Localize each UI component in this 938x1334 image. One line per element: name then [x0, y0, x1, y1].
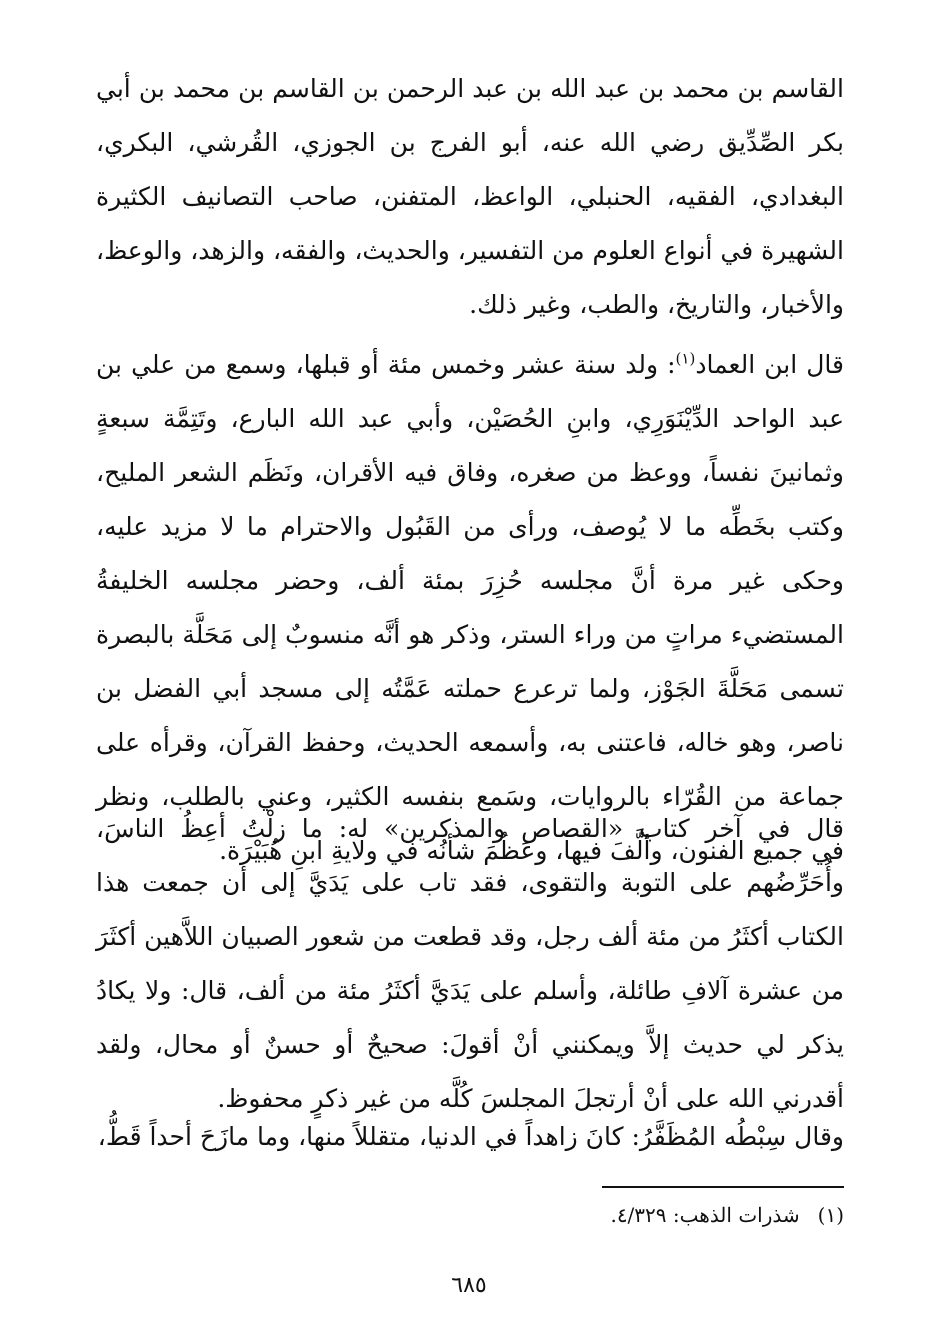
- paragraph-2: [96, 338, 844, 878]
- paragraph-2-lead: قال ابن العماد: [695, 350, 845, 379]
- footnote-number: (١): [817, 1203, 844, 1227]
- footnote: [96, 1200, 844, 1230]
- paragraph-3: قال في آخر كتاب «القصاص والمذكرين» له: ما زلْتُ أعِظُ الناسَ، وأُحَرِّضُهم على التوبة والتقوى، فقد تاب على يَدَيَّ إلى أن جمعت هذا الكتاب أكثَرُ من مئة ألف رجل، وقد قطعت من شعور الصبيان اللاَّهين أكثَرَ من عشرة آلافِ طائلة، وأسلم على يَدَيَّ أكثَرُ مئة من ألف، قال: ولا يكادُ يذكر لي حديث إلاَّ ويمكنني أنْ أقولَ: صحيحٌ أو حسنٌ أو محال، ولقد أقدرني الله على أنْ أرتجلَ المجلسَ كُلَّه من غير ذكرٍ محفوظ.: [96, 814, 844, 1113]
- paragraph-2-body: : ولد سنة عشر وخمس مئة أو قبلها، وسمع من علي بن عبد الواحد الدِّيْنَوَرِي، وابنِ الحُصَيْن، وأبي عبد الله البارع، وتَتِمَّة سبعةٍ وثمانينَ نفساً، ووعظ من صغره، وفاق فيه الأقران، ونَظَم الشعر المليح، وكتب بخَطِّه ما لا يُوصف، ورأى من القَبُول والاحترام ما لا مزيد عليه، وحكى غير مرة أنَّ مجلسه حُزِرَ بمئة ألف، وحضر مجلسه الخليفةُ المستضيء مراتٍ من وراء الستر، وذكر هو أنَّه منسوبٌ إلى مَحَلَّة بالبصرة تسمى مَحَلَّةَ الجَوْز، ولما ترعرع حملته عَمَّتُه إلى مسجد أبي الفضل بن ناصر، وهو خاله، فاعتنى به، وأسمعه الحديث، وحفظ القرآن، وقرأه على جماعة من القُرّاء بالروايات، وسَمع بنفسه الكثير، وعني بالطلب، ونظر في جميع الفنون، وألَّفَ فيها، وعَظُمَ شأنُه في ولايةِ ابنِ هُبَيْرَة.: [96, 350, 844, 865]
- footnote-text: شذرات الذهب: ٤/٣٢٩.: [610, 1203, 800, 1227]
- paragraph-1: القاسم بن محمد بن عبد الله بن عبد الرحمن بن القاسم بن محمد بن أبي بكر الصِّدِّيق رضي الله عنه، أبو الفرج بن الجوزي، القُرشي، البكري، البغدادي، الفقيه، الحنبلي، الواعظ، المتفنن، صاحب التصانيف الكثيرة الشهيرة في أنواع العلوم من التفسير، والحديث، والفقه، والزهد، والوعظ، والأخبار، والتاريخ، والطب، وغير ذلك.: [96, 74, 844, 319]
- paragraph-4: وقال سِبْطُه المُظَفَّرُ: كانَ زاهداً في الدنيا، متقللاً منها، وما مازَحَ أحداً قَطُّ،: [97, 1122, 844, 1151]
- footnote-reference: (١): [675, 349, 696, 368]
- page-number: ٦٨٥: [451, 1273, 487, 1298]
- footnote-divider: [602, 1186, 844, 1188]
